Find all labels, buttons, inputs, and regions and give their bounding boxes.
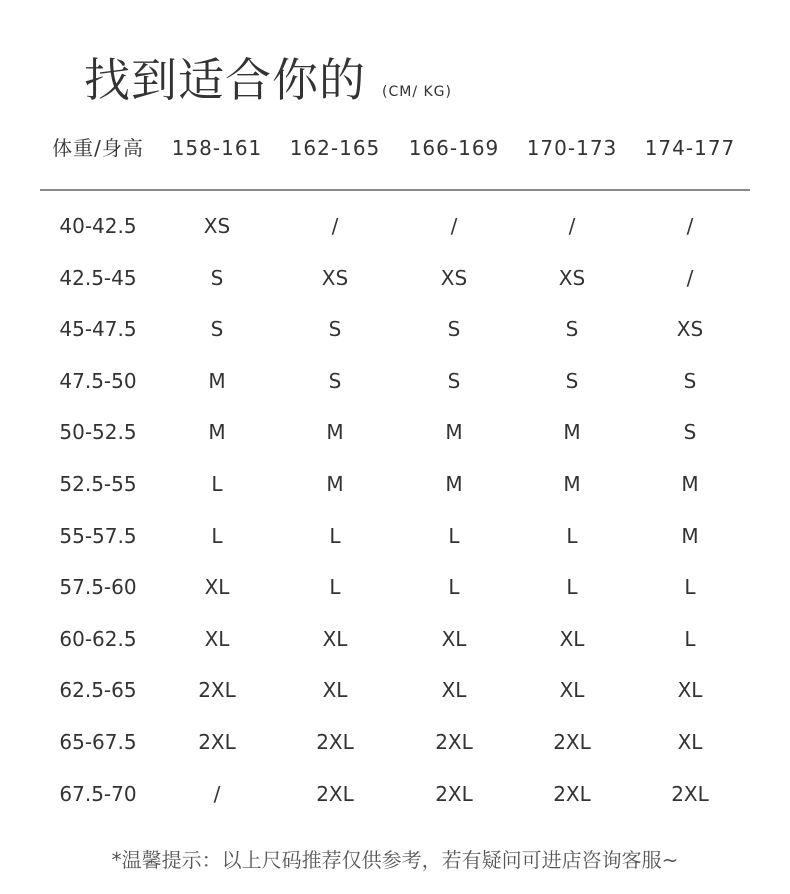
size-tip-note: *温馨提示：以上尺码推荐仅供参考，若有疑问可进店咨询客服~ (111, 848, 679, 872)
size-cell: L (684, 575, 696, 600)
size-cell: L (329, 523, 341, 548)
table-row (0, 670, 790, 722)
size-cell: / (450, 214, 458, 238)
size-cell: 2XL (553, 781, 591, 806)
size-cell: S (565, 368, 579, 393)
size-cell: L (448, 575, 460, 600)
size-cell: L (448, 523, 460, 548)
header-cell-height-162-165: 162-165 (289, 136, 381, 160)
weight-cell: 52.5-55 (59, 471, 137, 496)
size-cell: 2XL (435, 781, 473, 806)
size-cell: XL (441, 626, 467, 651)
weight-cell: 57.5-60 (59, 575, 137, 600)
size-cell: S (328, 368, 342, 393)
size-cell: XS (676, 317, 704, 342)
title-block (84, 40, 452, 110)
size-cell: M (326, 420, 344, 445)
size-cell: M (563, 420, 581, 445)
size-cell: XL (559, 678, 585, 703)
table-row (0, 722, 790, 774)
size-cell: M (563, 471, 581, 496)
size-cell: XS (440, 265, 468, 290)
size-cell: / (686, 265, 694, 290)
header-cell-height-174-177: 174-177 (644, 136, 736, 160)
weight-cell: 55-57.5 (59, 523, 137, 548)
header-divider (40, 189, 750, 191)
size-cell: S (565, 317, 579, 342)
size-cell: L (329, 575, 341, 600)
size-cell: / (331, 214, 339, 238)
size-cell: / (568, 214, 576, 238)
size-cell: XL (677, 729, 703, 754)
size-cell: S (210, 317, 224, 342)
size-cell: XS (558, 265, 586, 290)
weight-cell: 67.5-70 (59, 781, 137, 806)
size-cell: / (686, 214, 694, 238)
size-cell: 2XL (316, 729, 354, 754)
unit-label: (CM/ KG) (382, 84, 452, 100)
size-cell: S (210, 265, 224, 290)
size-cell: M (208, 368, 226, 393)
size-cell: XS (321, 265, 349, 290)
size-cell: S (328, 317, 342, 342)
size-cell: XL (559, 626, 585, 651)
size-cell: M (681, 523, 699, 548)
weight-cell: 62.5-65 (59, 678, 137, 703)
weight-cell: 60-62.5 (59, 626, 137, 651)
header-cell-height-158-161: 158-161 (171, 136, 263, 160)
size-cell: L (566, 523, 578, 548)
size-cell: 2XL (198, 729, 236, 754)
size-cell: L (211, 471, 223, 496)
size-cell: 2XL (435, 729, 473, 754)
size-cell: XL (322, 678, 348, 703)
size-cell: S (447, 368, 461, 393)
weight-cell: 40-42.5 (59, 214, 137, 238)
weight-cell: 50-52.5 (59, 420, 137, 445)
header-cell-weight-height: 体重/身高 (52, 136, 144, 160)
table-row (0, 361, 790, 413)
size-cell: 2XL (198, 678, 236, 703)
size-cell: XL (204, 575, 230, 600)
size-cell: XL (677, 678, 703, 703)
size-cell: L (566, 575, 578, 600)
size-cell: M (445, 420, 463, 445)
table-row (0, 206, 790, 258)
header-cell-height-166-169: 166-169 (408, 136, 500, 160)
size-cell: M (681, 471, 699, 496)
size-cell: 2XL (316, 781, 354, 806)
size-cell: XL (204, 626, 230, 651)
table-row (0, 258, 790, 310)
size-cell: S (447, 317, 461, 342)
size-cell: M (445, 471, 463, 496)
size-table-header (0, 128, 790, 168)
weight-cell: 45-47.5 (59, 317, 137, 342)
weight-cell: 42.5-45 (59, 265, 137, 290)
size-cell: / (213, 781, 221, 806)
size-cell: L (684, 626, 696, 651)
size-cell: M (208, 420, 226, 445)
weight-cell: 65-67.5 (59, 729, 137, 754)
weight-cell: 47.5-50 (59, 368, 137, 393)
table-row (0, 774, 790, 826)
table-row (0, 516, 790, 568)
table-row (0, 619, 790, 671)
size-table-body (0, 206, 790, 825)
header-cell-height-170-173: 170-173 (526, 136, 618, 160)
size-cell: XS (203, 214, 231, 238)
table-row (0, 309, 790, 361)
table-row (0, 412, 790, 464)
size-cell: 2XL (671, 781, 709, 806)
table-row (0, 464, 790, 516)
size-cell: S (683, 368, 697, 393)
size-cell: XL (441, 678, 467, 703)
table-row (0, 567, 790, 619)
size-cell: M (326, 471, 344, 496)
size-cell: S (683, 420, 697, 445)
size-cell: 2XL (553, 729, 591, 754)
page-title: 找到适合你的 (84, 53, 366, 107)
size-cell: L (211, 523, 223, 548)
size-cell: XL (322, 626, 348, 651)
